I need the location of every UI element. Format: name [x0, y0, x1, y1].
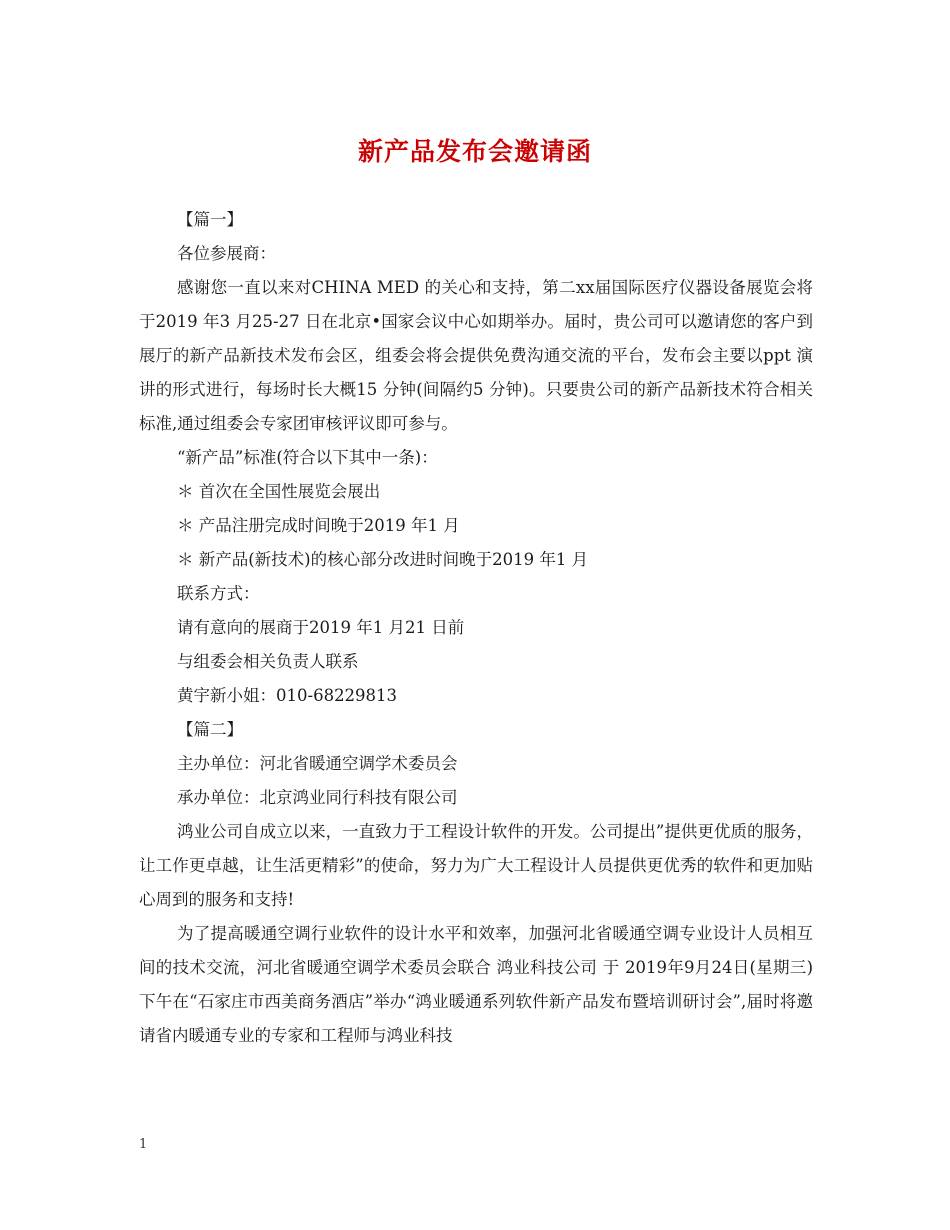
section1-heading: 【篇一】: [177, 210, 243, 229]
contact-line: 请有意向的展商于2019 年1 月21 日前: [177, 618, 465, 637]
section1-paragraph: 感谢您一直以来对CHINA MED 的关心和支持，第二xx届国际医疗仪器设备展览会将于2019 年3 月25-27 日在北京•国家会议中心如期举办。届时，贵公司可以邀请您的客户到展厅的新产品新技术发布会区，组委会将会提供免费沟通交流的平台，发布会主要以ppt 演讲的形式进行，每场时长大概15 分钟(间隔约5 分钟)。只要贵公司的新产品新技术符合相关标准,通过组委会专家团审核评议即可参与。: [139, 278, 813, 433]
page-title: 新产品发布会邀请函: [357, 137, 592, 166]
section2-heading: 【篇二】: [177, 720, 243, 739]
section2-paragraph-2: 为了提高暖通空调行业软件的设计水平和效率，加强河北省暖通空调专业设计人员相互间的技术交流，河北省暖通空调学术委员会联合 鸿业科技公司 于 2019年9月24日(星期三)下午在“石家庄市西美商务酒店”举办“鸿业暖通系列软件新产品发布暨培训研讨会”,届时将邀请省内暖通专业的专家和工程师与鸿业科技: [139, 924, 813, 1045]
criteria-title: “新产品”标准(符合以下其中一条)：: [177, 448, 438, 467]
section1-greeting: 各位参展商：: [177, 244, 276, 263]
criteria-item: ＊ 首次在全国性展览会展出: [177, 482, 381, 501]
contact-title: 联系方式：: [177, 584, 260, 603]
section2-paragraph-1: 鸿业公司自成立以来，一直致力于工程设计软件的开发。公司提出”提供更优质的服务，让工作更卓越，让生活更精彩”的使命，努力为广大工程设计人员提供更优秀的软件和更加贴心周到的服务和支持!: [139, 822, 813, 909]
criteria-item: ＊ 新产品(新技术)的核心部分改进时间晚于2019 年1 月: [177, 550, 589, 569]
contact-line: 与组委会相关负责人联系: [177, 652, 359, 671]
document-body: [139, 203, 813, 1053]
host-line: 承办单位：北京鸿业同行科技有限公司: [177, 788, 458, 807]
criteria-item: ＊ 产品注册完成时间晚于2019 年1 月: [177, 516, 460, 535]
page-number: 1: [139, 1137, 148, 1152]
organizer-line: 主办单位：河北省暖通空调学术委员会: [177, 754, 458, 773]
contact-line: 黄宇新小姐：010-68229813: [177, 686, 398, 705]
